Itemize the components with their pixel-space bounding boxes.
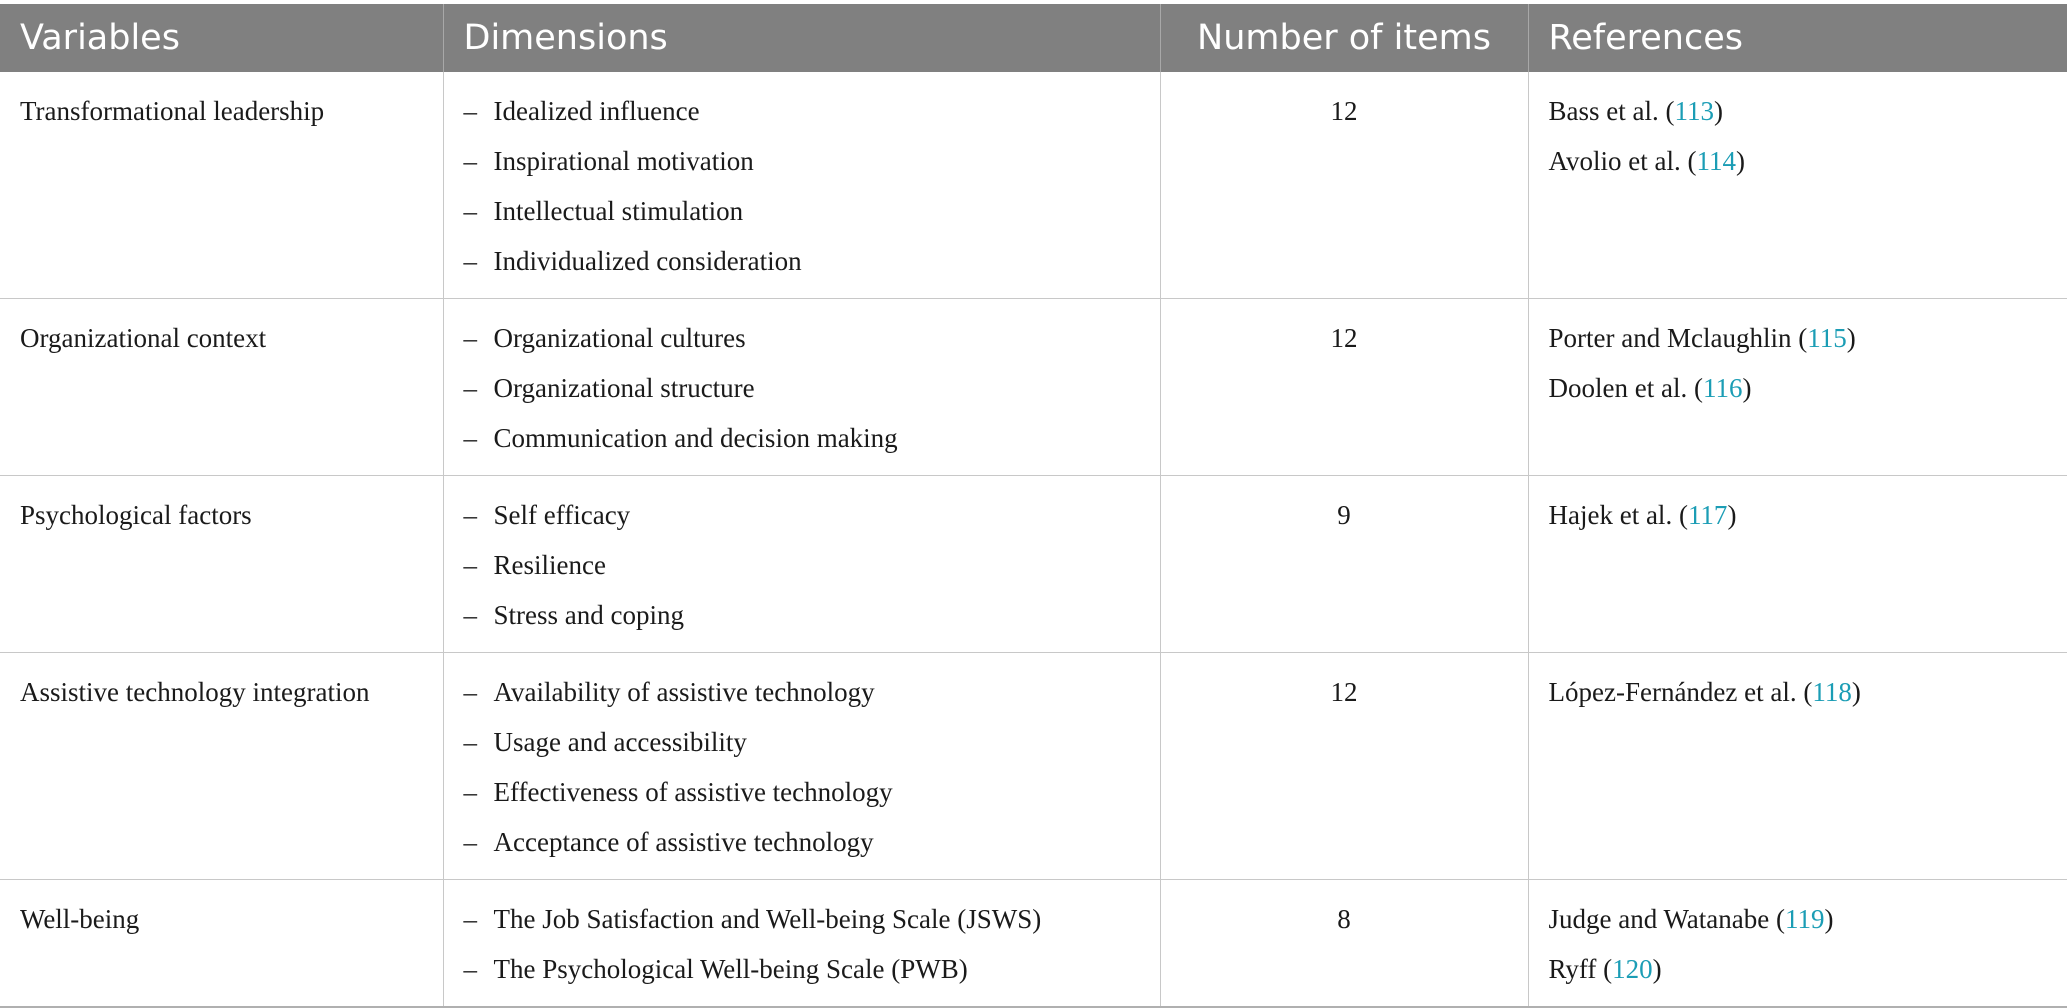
citation-link[interactable]: 116 — [1703, 373, 1743, 403]
dimension-list — [464, 313, 1160, 463]
dash-bullet: – — [464, 236, 494, 286]
dimensions-cell — [443, 653, 1160, 880]
reference-close-paren: ) — [1653, 954, 1662, 984]
dimension-label: Usage and accessibility — [494, 717, 747, 767]
reference-entry — [1549, 667, 2067, 717]
table-row — [0, 72, 2067, 299]
dimension-list — [464, 667, 1160, 867]
references-cell — [1528, 653, 2067, 880]
dimension-label: Effectiveness of assistive technology — [494, 767, 893, 817]
reference-close-paren: ) — [1825, 904, 1834, 934]
citation-link[interactable]: 117 — [1688, 500, 1728, 530]
references-cell — [1528, 880, 2067, 1008]
dimension-item — [464, 136, 1160, 186]
dimension-label: Idealized influence — [494, 86, 700, 136]
table-row — [0, 653, 2067, 880]
variables-table — [0, 4, 2067, 1008]
reference-close-paren: ) — [1727, 500, 1736, 530]
reference-entry — [1549, 363, 2067, 413]
reference-author: Avolio et al. ( — [1549, 146, 1697, 176]
citation-link[interactable]: 113 — [1674, 96, 1714, 126]
header-row — [0, 4, 2067, 72]
dash-bullet: – — [464, 413, 494, 463]
dimensions-cell — [443, 880, 1160, 1008]
table-header — [0, 4, 2067, 72]
dimension-item — [464, 236, 1160, 286]
dash-bullet: – — [464, 767, 494, 817]
dimension-label: Self efficacy — [494, 490, 631, 540]
dash-bullet: – — [464, 313, 494, 363]
reference-entry — [1549, 313, 2067, 363]
reference-close-paren: ) — [1742, 373, 1751, 403]
citation-link[interactable]: 120 — [1612, 954, 1653, 984]
reference-close-paren: ) — [1714, 96, 1723, 126]
dimension-item — [464, 490, 1160, 540]
number-of-items-cell: 12 — [1160, 299, 1528, 476]
dimensions-cell — [443, 72, 1160, 299]
dimension-label: Availability of assistive technology — [494, 667, 875, 717]
dash-bullet: – — [464, 944, 494, 994]
citation-link[interactable]: 119 — [1785, 904, 1825, 934]
dash-bullet: – — [464, 540, 494, 590]
dimension-label: Organizational cultures — [494, 313, 746, 363]
dimension-label: Intellectual stimulation — [494, 186, 744, 236]
dimension-item — [464, 540, 1160, 590]
number-of-items-cell: 8 — [1160, 880, 1528, 1008]
dimension-list — [464, 86, 1160, 286]
dimension-item — [464, 894, 1160, 944]
dimensions-cell — [443, 476, 1160, 653]
variable-cell: Psychological factors — [0, 476, 443, 653]
reference-close-paren: ) — [1847, 323, 1856, 353]
dimension-label: The Job Satisfaction and Well-being Scale (JSWS) — [494, 894, 1042, 944]
reference-author: Bass et al. ( — [1549, 96, 1675, 126]
dimension-label: Communication and decision making — [494, 413, 898, 463]
reference-author: Ryff ( — [1549, 954, 1613, 984]
dimension-item — [464, 590, 1160, 640]
dash-bullet: – — [464, 490, 494, 540]
number-of-items-cell: 12 — [1160, 72, 1528, 299]
reference-author: Judge and Watanabe ( — [1549, 904, 1786, 934]
reference-entry — [1549, 894, 2067, 944]
table-row — [0, 476, 2067, 653]
dash-bullet: – — [464, 894, 494, 944]
reference-author: Porter and Mclaughlin ( — [1549, 323, 1808, 353]
dimension-label: Resilience — [494, 540, 606, 590]
header-number-of-items: Number of items — [1160, 4, 1528, 72]
citation-link[interactable]: 118 — [1812, 677, 1852, 707]
dash-bullet: – — [464, 817, 494, 867]
table-row — [0, 299, 2067, 476]
dimension-item — [464, 186, 1160, 236]
dimension-item — [464, 817, 1160, 867]
table-row — [0, 880, 2067, 1008]
dimension-label: Stress and coping — [494, 590, 684, 640]
variable-cell: Transformational leadership — [0, 72, 443, 299]
reference-close-paren: ) — [1852, 677, 1861, 707]
variables-table-container — [0, 4, 2067, 1008]
dimension-item — [464, 313, 1160, 363]
dimension-list — [464, 490, 1160, 640]
dimension-list — [464, 894, 1160, 994]
dimension-item — [464, 667, 1160, 717]
dimensions-cell — [443, 299, 1160, 476]
reference-entry — [1549, 490, 2067, 540]
dash-bullet: – — [464, 86, 494, 136]
reference-entry — [1549, 86, 2067, 136]
variable-cell: Organizational context — [0, 299, 443, 476]
table-body — [0, 72, 2067, 1007]
dash-bullet: – — [464, 136, 494, 186]
reference-close-paren: ) — [1736, 146, 1745, 176]
dimension-label: Individualized consideration — [494, 236, 802, 286]
dimension-item — [464, 767, 1160, 817]
dimension-label: Inspirational motivation — [494, 136, 754, 186]
dash-bullet: – — [464, 590, 494, 640]
reference-author: López-Fernández et al. ( — [1549, 677, 1813, 707]
number-of-items-cell: 12 — [1160, 653, 1528, 880]
references-cell — [1528, 72, 2067, 299]
dash-bullet: – — [464, 717, 494, 767]
variable-cell: Assistive technology integration — [0, 653, 443, 880]
number-of-items-cell: 9 — [1160, 476, 1528, 653]
dimension-label: The Psychological Well-being Scale (PWB) — [494, 944, 968, 994]
reference-author: Doolen et al. ( — [1549, 373, 1703, 403]
dimension-item — [464, 86, 1160, 136]
dash-bullet: – — [464, 667, 494, 717]
dash-bullet: – — [464, 186, 494, 236]
header-variables: Variables — [0, 4, 443, 72]
dimension-item — [464, 717, 1160, 767]
citation-link[interactable]: 114 — [1696, 146, 1736, 176]
dimension-item — [464, 363, 1160, 413]
references-cell — [1528, 299, 2067, 476]
citation-link[interactable]: 115 — [1807, 323, 1847, 353]
dimension-label: Acceptance of assistive technology — [494, 817, 874, 867]
references-cell — [1528, 476, 2067, 653]
dimension-item — [464, 413, 1160, 463]
header-dimensions: Dimensions — [443, 4, 1160, 72]
header-references: References — [1528, 4, 2067, 72]
variable-cell: Well-being — [0, 880, 443, 1008]
reference-entry — [1549, 136, 2067, 186]
dash-bullet: – — [464, 363, 494, 413]
reference-author: Hajek et al. ( — [1549, 500, 1688, 530]
dimension-label: Organizational structure — [494, 363, 755, 413]
